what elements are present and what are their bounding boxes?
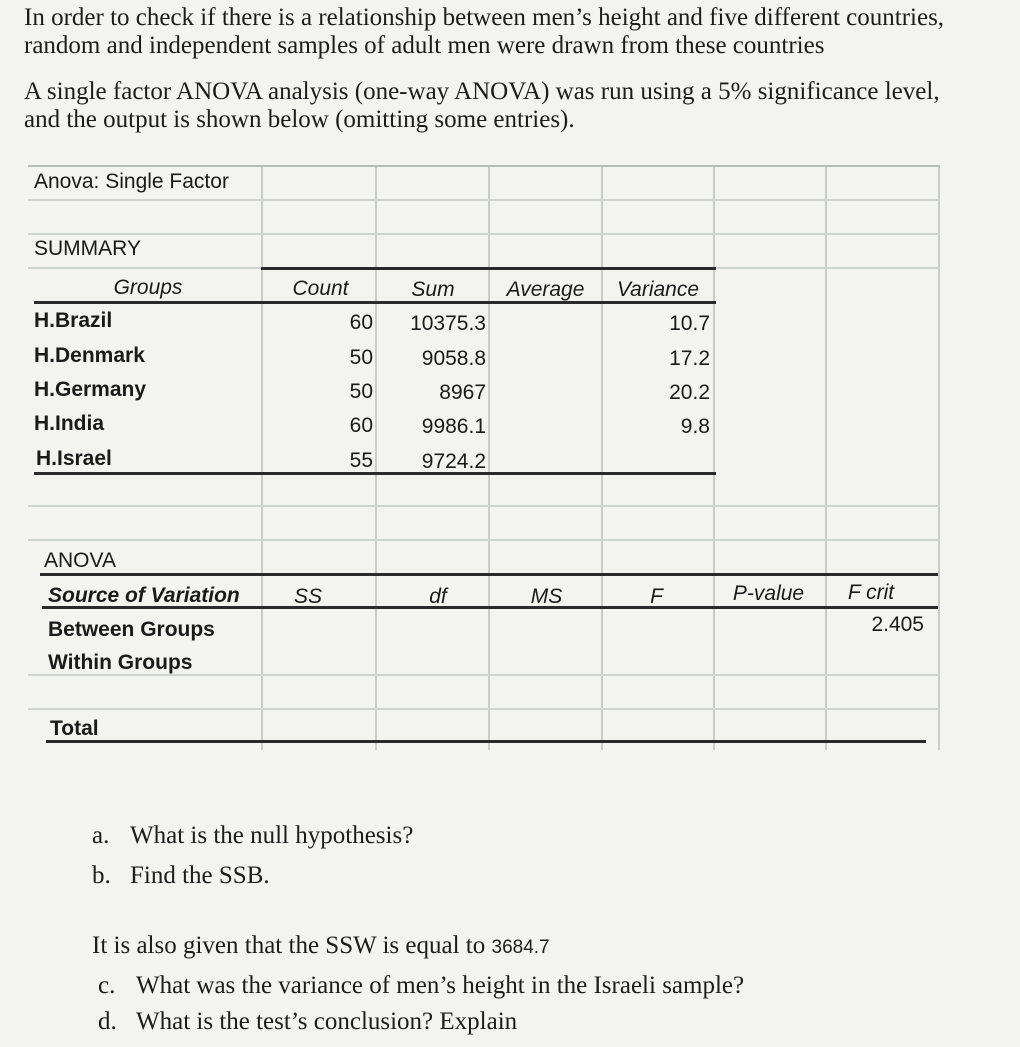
intro-line-4: and the output is shown below (omitting some entries).: [24, 106, 575, 133]
group-name: H.Denmark: [34, 344, 145, 367]
question-a-label: a.: [92, 822, 110, 849]
header-count: Count: [292, 277, 349, 300]
anova-header-top-border: [40, 573, 938, 576]
group-sum: 9986.1: [421, 415, 486, 438]
anova-table-bottom-border: [46, 740, 926, 743]
grid-col-line: [938, 165, 940, 750]
intro-line-1: In order to check if there is a relationship between men’s height and five different countries,: [24, 4, 945, 31]
question-c: [98, 972, 744, 1000]
grid-row-line: [28, 165, 940, 167]
grid-col-line: [375, 165, 377, 750]
group-count: 50: [349, 380, 373, 403]
intro-paragraph-1: [24, 4, 1014, 60]
grid-col-line: [261, 165, 263, 750]
summary-label: SUMMARY: [34, 237, 141, 260]
grid-row-line: [28, 505, 940, 507]
grid-row-line: [28, 199, 940, 201]
group-count: 60: [349, 414, 373, 437]
grid-col-line: [825, 165, 827, 750]
header-source-of-variation: Source of Variation: [48, 584, 240, 607]
anova-source: Between Groups: [48, 618, 215, 641]
grid-row-line: [28, 539, 940, 541]
group-count: 60: [349, 311, 373, 334]
group-name: H.Israel: [36, 447, 112, 470]
group-sum: 8967: [439, 381, 486, 404]
anova-spreadsheet: [28, 165, 940, 750]
grid-col-line: [601, 165, 603, 750]
question-c-label: c.: [98, 972, 116, 999]
group-name: H.Germany: [34, 378, 147, 401]
given-ssw-value: 3684.7: [491, 937, 550, 958]
header-sum: Sum: [411, 278, 455, 301]
question-d: [98, 1008, 517, 1036]
header-variance: Variance: [616, 278, 700, 301]
anova-f-crit-value: 2.405: [871, 613, 924, 636]
group-count: 50: [349, 346, 373, 369]
header-groups: Groups: [113, 276, 183, 299]
question-b-label: b.: [92, 862, 111, 889]
question-a: [92, 822, 413, 850]
group-variance: 10.7: [669, 312, 710, 335]
header-df: df: [429, 585, 447, 608]
group-count: 55: [349, 449, 373, 472]
grid-row-line: [28, 233, 940, 235]
summary-table-bottom-border: [34, 472, 716, 475]
group-sum: 9724.2: [421, 450, 486, 473]
group-variance: 9.8: [680, 415, 710, 438]
intro-paragraph-2: [24, 78, 1014, 134]
group-name: H.Brazil: [34, 309, 113, 332]
anova-label: ANOVA: [44, 549, 116, 572]
problem-intro: [24, 4, 1014, 134]
grid-col-line: [713, 165, 715, 750]
group-name: H.India: [34, 412, 105, 435]
grid-col-line: [488, 165, 490, 750]
grid-row-line: [28, 708, 940, 710]
given-text: It is also given that the SSW is equal to: [92, 932, 486, 959]
group-sum: 10375.3: [410, 312, 486, 335]
question-d-label: d.: [98, 1008, 117, 1035]
question-b-text: Find the SSB.: [130, 862, 270, 889]
group-variance: 20.2: [669, 381, 710, 404]
question-c-text: What was the variance of men’s height in the Israeli sample?: [136, 972, 745, 999]
header-average: Average: [506, 278, 585, 301]
sheet-title: Anova: Single Factor: [34, 170, 229, 193]
header-ss: SS: [293, 585, 322, 608]
group-variance: 17.2: [669, 347, 710, 370]
header-f: F: [650, 585, 663, 608]
header-ms: MS: [530, 585, 563, 608]
intro-line-2: random and independent samples of adult men were drawn from these countries: [24, 32, 825, 59]
anova-source: Within Groups: [48, 651, 193, 674]
intro-line-3: A single factor ANOVA analysis (one-way ANOVA) was run using a 5% significance level,: [24, 78, 940, 105]
given-statement: [92, 932, 550, 962]
summary-header-top-border: [261, 267, 716, 270]
header-p-value: P-value: [732, 582, 805, 605]
header-f-crit: F crit: [847, 581, 895, 604]
question-b: [92, 862, 270, 890]
group-sum: 9058.8: [421, 347, 486, 370]
total-label: Total: [50, 717, 99, 740]
question-d-text: What is the test’s conclusion? Explain: [136, 1008, 518, 1035]
question-a-text: What is the null hypothesis?: [130, 822, 414, 849]
